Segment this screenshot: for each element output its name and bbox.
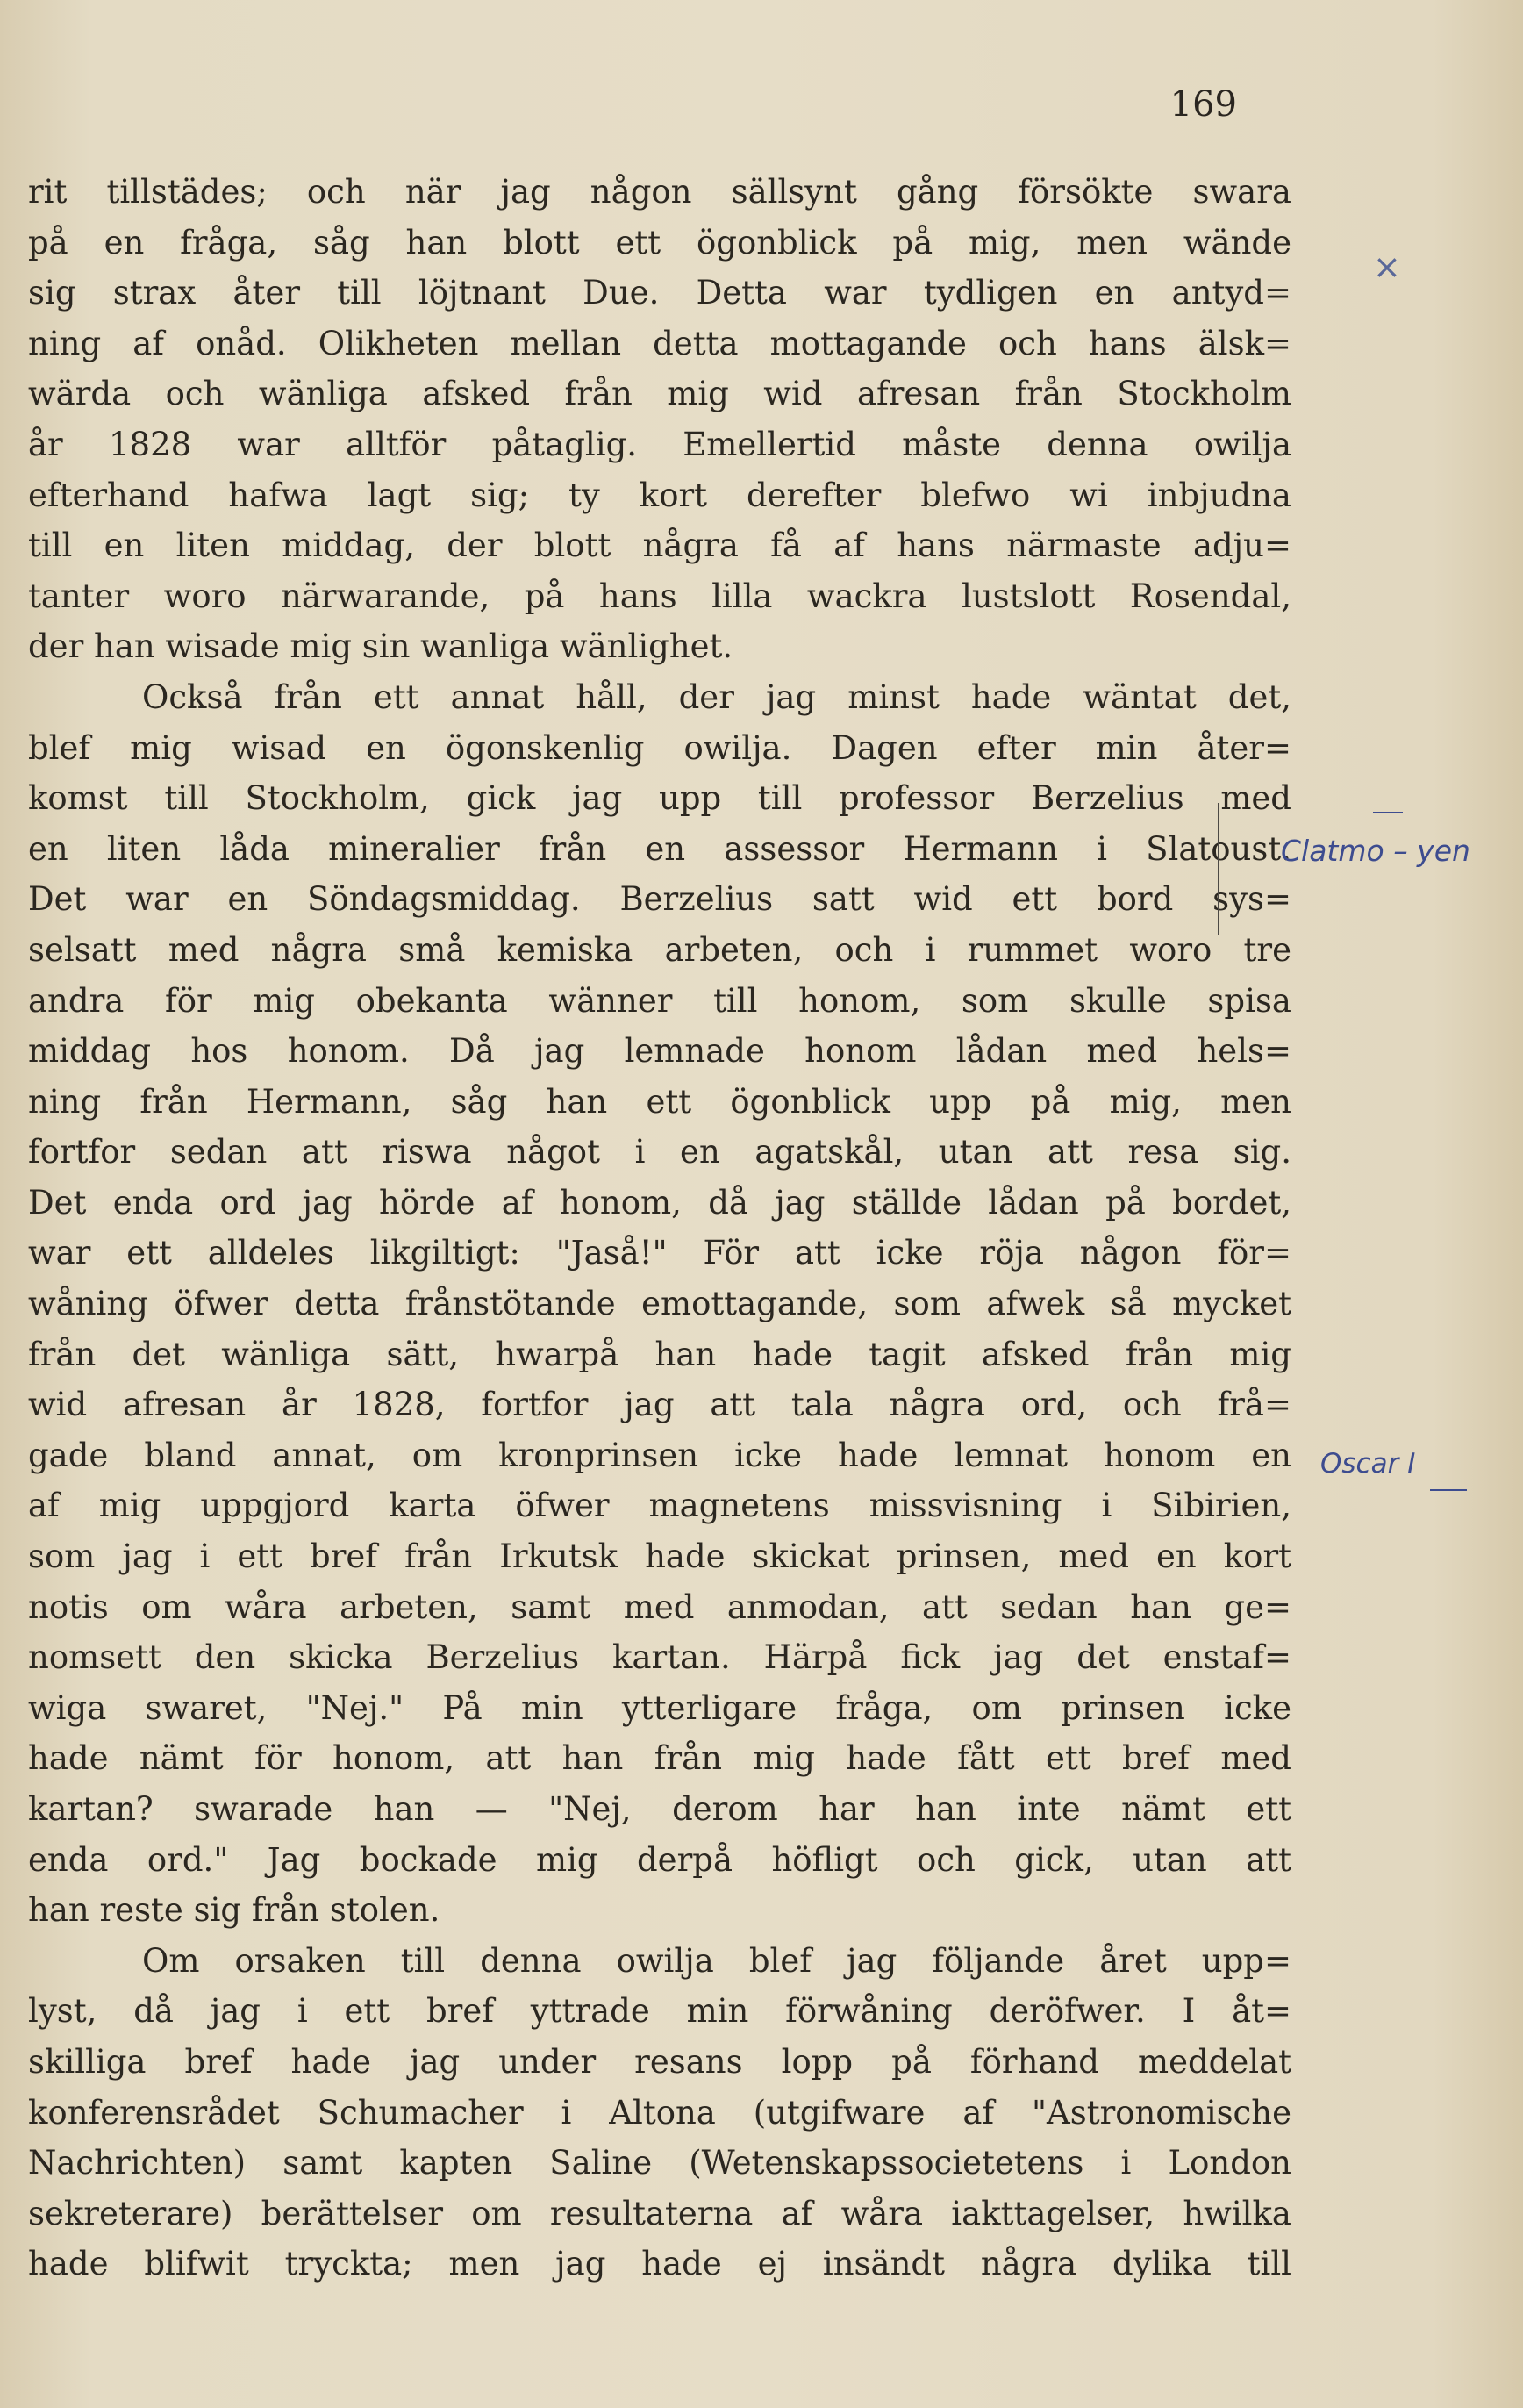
- text-line: wiga swaret, "Nej." På min ytterligare fråga, om prinsen icke: [28, 1688, 1291, 1727]
- text-line: år 1828 war alltför påtaglig. Emellertid måste denna owilja: [28, 425, 1291, 463]
- text-line: notis om wåra arbeten, samt med anmodan, att sedan han ge=: [28, 1587, 1291, 1626]
- text-line: han reste sig från stolen.: [28, 1891, 440, 1930]
- text-line: ning af onåd. Olikheten mellan detta mottagande och hans älsk=: [28, 324, 1291, 362]
- text-line: från det wänliga sätt, hwarpå han hade tagit afsked från mig: [28, 1335, 1291, 1373]
- text-line: till en liten middag, der blott några få af hans närmaste adju=: [28, 527, 1291, 565]
- text-line: kartan? swarade han — "Nej, derom har han inte nämt ett: [28, 1790, 1291, 1828]
- text-line: på en fråga, såg han blott ett ögonblick på mig, men wände: [28, 223, 1291, 262]
- text-line: Det enda ord jag hörde af honom, då jag ställde lådan på bordet,: [28, 1183, 1291, 1222]
- text-line: rit tillstädes; och när jag någon sällsynt gång försökte swara: [28, 173, 1291, 211]
- body-text: [28, 167, 1291, 2290]
- text-line: war ett alldeles likgiltigt: "Jaså!" För att icke röja någon för=: [28, 1234, 1291, 1272]
- text-line: gade bland annat, om kronprinsen icke hade lemnat honom en: [28, 1436, 1291, 1474]
- margin-x-mark: ×: [1373, 247, 1401, 286]
- text-line: ning från Hermann, såg han ett ögonblick upp på mig, men: [28, 1082, 1291, 1121]
- text-line: wärda och wänliga afsked från mig wid afresan från Stockholm: [28, 375, 1291, 413]
- text-line: selsatt med några små kemiska arbeten, och i rummet woro tre: [28, 930, 1291, 969]
- pencil-mark: [1218, 803, 1219, 935]
- paragraph-start: Om orsaken till denna owilja blef jag följande året upp=: [142, 1941, 1291, 1980]
- text-line: konferensrådet Schumacher i Altona (utgifware af "Astronomische: [28, 2093, 1291, 2132]
- text-line: sig strax åter till löjtnant Due. Detta war tydligen en antyd=: [28, 274, 1291, 312]
- text-line: tanter woro närwarande, på hans lilla wackra lustslott Rosendal,: [28, 577, 1291, 615]
- text-line: af mig uppgjord karta öfwer magnetens missvisning i Sibirien,: [28, 1487, 1291, 1525]
- text-line: fortfor sedan att riswa något i en agatskål, utan att resa sig.: [28, 1133, 1291, 1172]
- text-line: middag hos honom. Då jag lemnade honom lådan med hels=: [28, 1032, 1291, 1071]
- text-line: lyst, då jag i ett bref yttrade min förwåning deröfwer. I åt=: [28, 1992, 1291, 2031]
- text-line: hade nämt för honom, att han från mig hade fått ett bref med: [28, 1739, 1291, 1778]
- text-line: nomsett den skicka Berzelius kartan. Härpå fick jag det enstaf=: [28, 1638, 1291, 1677]
- text-line: Det war en Söndagsmiddag. Berzelius satt wid ett bord sys=: [28, 880, 1291, 919]
- text-line: andra för mig obekanta wänner till honom, som skulle spisa: [28, 981, 1291, 1020]
- text-line: efterhand hafwa lagt sig; ty kort derefter blefwo wi inbjudna: [28, 476, 1291, 514]
- text-line: wid afresan år 1828, fortfor jag att tala några ord, och frå=: [28, 1386, 1291, 1424]
- text-line: blef mig wisad en ögonskenlig owilja. Dagen efter min åter=: [28, 728, 1291, 767]
- text-line: enda ord." Jag bockade mig derpå höfligt och gick, utan att: [28, 1840, 1291, 1879]
- text-line: skilliga bref hade jag under resans lopp på förhand meddelat: [28, 2042, 1291, 2081]
- margin-dash-mark: [1373, 812, 1403, 813]
- text-line: hade blifwit tryckta; men jag hade ej insändt några dylika till: [28, 2245, 1291, 2283]
- text-line: der han wisade mig sin wanliga wänlighet.: [28, 627, 733, 666]
- handwritten-note: Oscar I: [1320, 1448, 1416, 1480]
- text-line: Nachrichten) samt kapten Saline (Wetenskapssocietetens i London: [28, 2144, 1291, 2182]
- text-line: sekreterare) berättelser om resultaterna af wåra iakttagelser, hwilka: [28, 2194, 1291, 2232]
- handwritten-note: Clatmo – yen: [1281, 834, 1470, 868]
- page-number: 169: [1169, 84, 1237, 125]
- paragraph-start: Också från ett annat håll, der jag minst hade wäntat det,: [142, 677, 1291, 716]
- text-line: en liten låda mineralier från en assessor Hermann i Slatoust.: [28, 829, 1291, 868]
- text-line: komst till Stockholm, gick jag upp till professor Berzelius med: [28, 779, 1291, 818]
- note-underline: [1430, 1489, 1467, 1491]
- text-line: wåning öfwer detta frånstötande emottagande, som afwek så mycket: [28, 1285, 1291, 1323]
- text-line: som jag i ett bref från Irkutsk hade skickat prinsen, med en kort: [28, 1537, 1291, 1576]
